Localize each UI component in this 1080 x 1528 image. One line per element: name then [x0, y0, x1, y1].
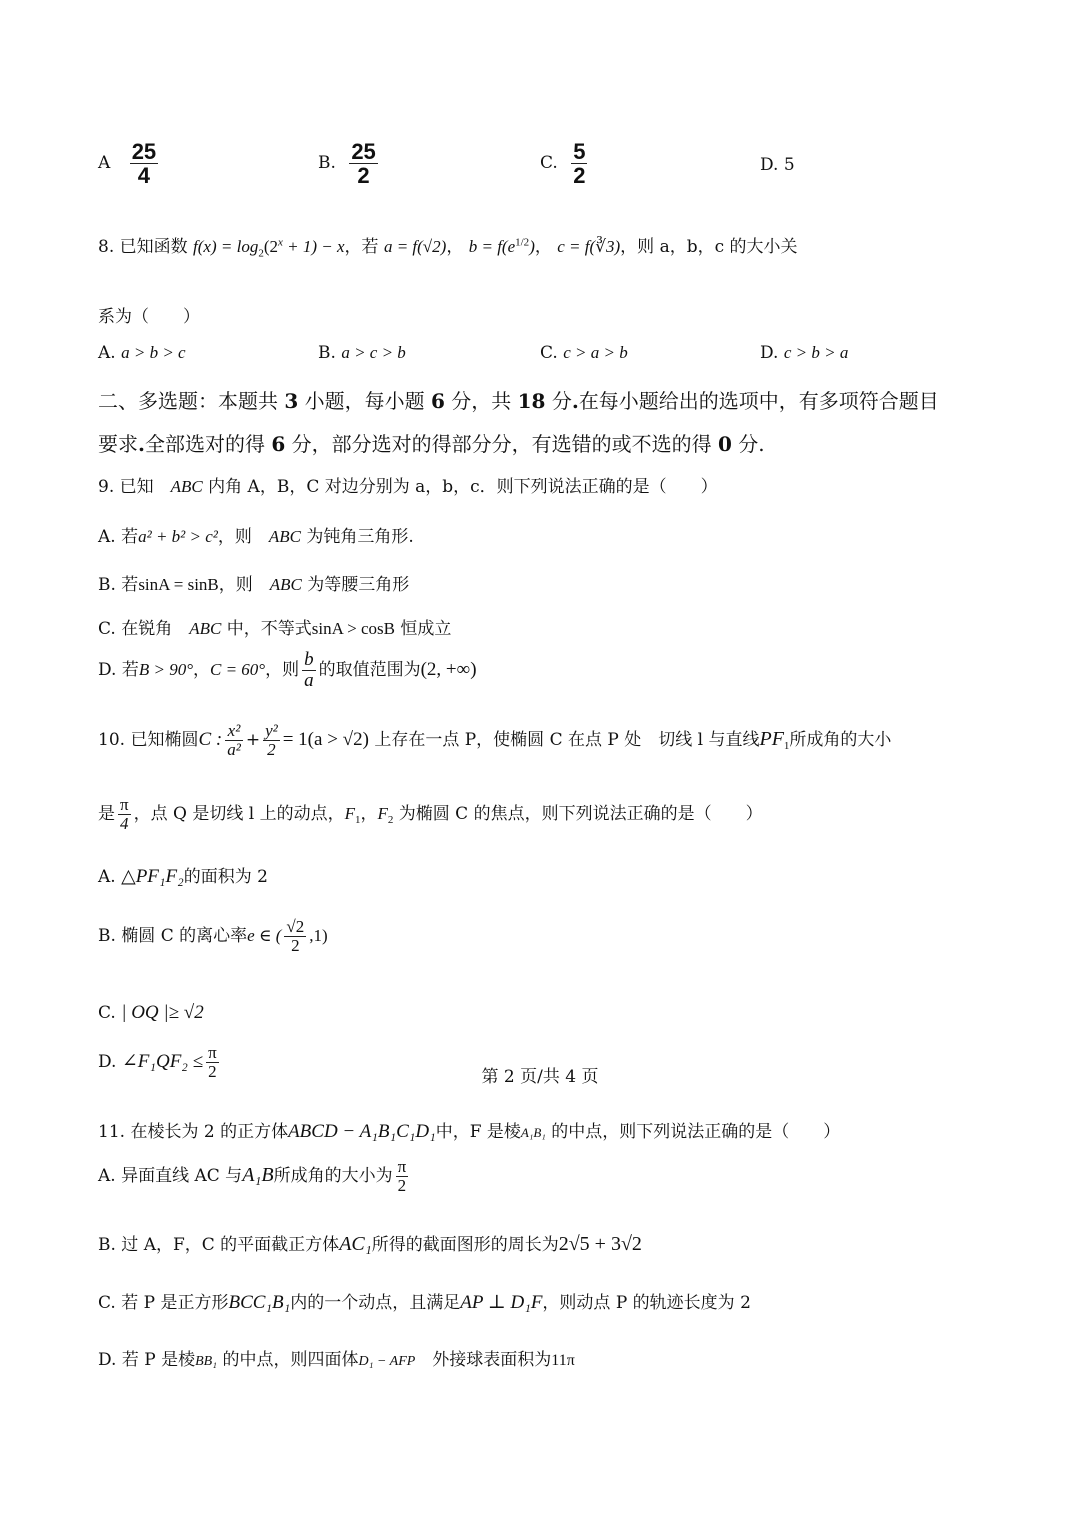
q8-option-a: A. a > b > c — [98, 343, 186, 363]
q9-stem: 9. 已知 ABC 内角 A，B，C 对边分别为 a，b，c．则下列说法正确的是（ ） — [98, 477, 718, 497]
page-footer: 第 2 页/共 4 页 — [481, 1067, 599, 1087]
q9-option-a: A. 若a² + b² > c²，则 ABC 为钝角三角形. — [98, 527, 414, 547]
q7-option-a: A $\frac{25}{4}$ — [98, 139, 157, 189]
q7-a-denominator: 4 — [137, 163, 151, 189]
q8-option-b: B. a > c > b — [318, 343, 406, 363]
q8-option-d: D. c > b > a — [760, 343, 849, 363]
q7-c-numerator: 5 — [573, 139, 586, 164]
q9-option-d: D. 若B > 90°，C = 60°，则 $\frac{b}{a}$ 的取值范围为(2, +∞) — [98, 649, 477, 691]
q11-option-b: B. 过 A，F，C 的平面截正方体AC₁所得的截面图形的周长为2√5 + 3√2 — [98, 1233, 642, 1255]
q9-d-numerator: b — [304, 649, 314, 670]
q7-option-d: D. 5 — [760, 155, 795, 175]
q7-option-c: C. $\frac{5}{2}$ — [540, 139, 586, 189]
q10-stem: 10. 已知椭圆C : $\frac{\text{x²}}{\text{a²}}$ + $\frac{\text{y²}}{2}$ = 1(a > √2) 上存在一点 P，使椭圆 C 在点 P 处 切线 l 与直线$PF_1$所成角的大小 — [98, 721, 892, 759]
q11-option-c: C. 若 P 是正方形BCC₁B₁内的一个动点，且满足AP ⊥ D₁F，则动点 P 的轨迹长度为 2 — [98, 1292, 751, 1313]
q10-option-a: A. △PF₁F₂的面积为 2 — [98, 866, 268, 887]
q11-option-a: A. 异面直线 AC 与A₁B所成角的大小为 $\frac{\pi}{2}$ — [98, 1157, 407, 1195]
section2-heading-line1: 二、多选题：本题共 3 小题，每小题 6 分，共 18 分.在每小题给出的选项中，有多项符合题目 — [98, 389, 939, 413]
q7-b-numerator: 25 — [351, 139, 376, 164]
q8-stem: 8. 已知函数 $f(x) = \log_2(2^x + 1) - x$，若 a = f(√2)， $b = f(e^{1/2})$， c = f(∛3)，则 a，b，c 的大小关 — [98, 236, 798, 260]
q10-stem-line2: 是 $\frac{\pi}{4}$ ，点 Q 是切线 l 上的动点，$F_1$，$F_2$ 为椭圆 C 的焦点，则下列说法正确的是（ ） — [98, 795, 763, 833]
q9-option-c: C. 在锐角 ABC 中，不等式sinA > cosB 恒成立 — [98, 619, 452, 639]
q9-option-b: B. 若sinA = sinB，则 ABC 为等腰三角形 — [98, 575, 410, 595]
q8-option-c: C. c > a > b — [540, 343, 628, 363]
section2-heading-line2: 要求.全部选对的得 6 分，部分选对的得部分分，有选错的或不选的得 0 分. — [98, 432, 765, 456]
q7-c-denominator: 2 — [573, 163, 586, 189]
q11-option-d: D. 若 P 是棱BB₁ 的中点，则四面体D₁ − AFP 外接球表面积为11π — [98, 1350, 575, 1370]
q10-option-d: D. ∠F₁QF₂ ≤ $\frac{\pi}{2}$ — [98, 1043, 217, 1081]
q7-a-numerator: 25 — [131, 139, 157, 164]
q7-b-denominator: 2 — [357, 163, 370, 189]
q10-option-b: B. 椭圆 C 的离心率e ∈ ( $\frac{√2}{2}$ ,1) — [98, 917, 328, 955]
q11-stem: 11. 在棱长为 2 的正方体ABCD − A₁B₁C₁D₁中，F 是棱A₁B₁ 的中点，则下列说法正确的是（ ） — [98, 1121, 841, 1142]
q7-option-b: B. $\frac{25}{2}$ — [318, 139, 376, 189]
q8-stem-line2: 系为（ ） — [98, 307, 200, 327]
q10-option-c: C. | OQ |≥ √2 — [98, 1002, 204, 1023]
q9-d-denominator: a — [304, 669, 314, 691]
